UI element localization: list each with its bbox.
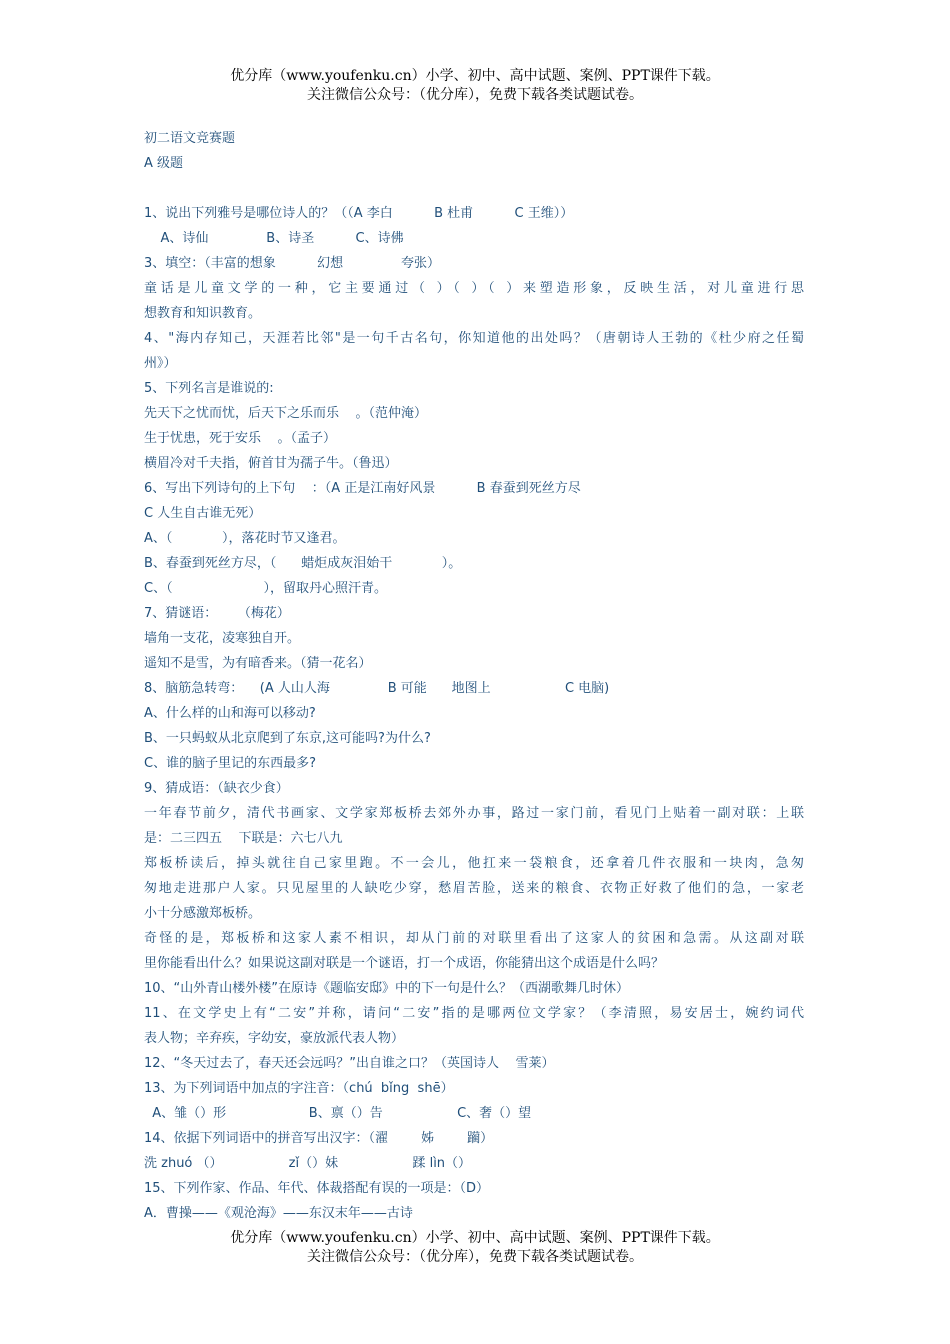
question-5: 5、下列名言是谁说的: [144,381,274,396]
question-9-paragraph-1-line-2: 是：二三四五 下联是：六七八九 [144,831,343,846]
question-11-line-1: 11、在文学史上有“二安”并称，请问“二安”指的是哪两位文学家？（李清照，易安居士，婉约词代 [144,1006,804,1021]
question-9-paragraph-2-line-2: 匆地走进那户人家。只见屋里的人缺吃少穿，愁眉苦脸，送来的粮食、衣物正好救了他们的急，一家老 [144,881,804,896]
level-heading: A 级题 [144,156,184,171]
question-13-options: A、雏（）形 B、禀（）告 C、奢（）望 [144,1106,532,1121]
document-title: 初二语文竞赛题 [144,131,236,146]
page-footer [0,1229,950,1267]
question-7-riddle-line-2: 遥知不是雪，为有暗香来。（猜一花名） [144,656,372,671]
question-6: 6、写出下列诗句的上下句 ：（A 正是江南好风景 B 春蚕到死丝方尽 [144,481,581,496]
question-3: 3、填空：（丰富的想象 幻想 夸张） [144,256,440,271]
question-4-line-1: 4、"海内存知己，天涯若比邻"是一句千古名句，你知道他的出处吗？（唐朝诗人王勃的《杜少府之任蜀 [144,331,804,346]
question-1: 1、说出下列雅号是哪位诗人的？（（A 李白 B 杜甫 C 王维）） [144,206,574,221]
question-6-item-a: A、（ ），落花时节又逢君。 [144,531,346,546]
blank-line [144,176,804,201]
question-9-paragraph-2-line-1: 郑板桥读后，掉头就往自己家里跑。不一会儿，他扛来一袋粮食，还拿着几件衣服和一块肉，急匆 [144,856,804,871]
question-8: 8、脑筋急转弯： (A 人山人海 B 可能 地图上 C 电脑) [144,681,610,696]
question-12: 12、“冬天过去了，春天还会远吗？”出自谁之口？（英国诗人 雪莱） [144,1056,555,1071]
question-5-quote-c: 横眉冷对千夫指，俯首甘为孺子牛。（鲁迅） [144,456,398,471]
question-15: 15、下列作家、作品、年代、体裁搭配有误的一项是：（D） [144,1181,490,1196]
question-4-line-2: 州》） [144,356,177,371]
question-9: 9、猜成语：（缺衣少食） [144,781,289,796]
header-line-1: 优分库（www.youfenku.cn）小学、初中、高中试题、案例、PPT课件下载。 [230,68,720,84]
question-15-option-a: A．曹操——《观沧海》——东汉末年——古诗 [144,1206,413,1221]
question-8-item-c: C、谁的脑子里记的东西最多? [144,756,316,771]
question-8-item-a: A、什么样的山和海可以移动? [144,706,316,721]
question-14: 14、依据下列词语中的拼音写出汉字：（濯 姊 躏） [144,1131,494,1146]
question-3-text-line-2: 想教育和知识教育。 [144,306,262,321]
footer-line-2: 关注微信公众号：（优分库），免费下载各类试题试卷。 [307,1249,643,1265]
question-10: 10、“山外青山楼外楼”在原诗《题临安邸》中的下一句是什么？（西湖歌舞几时休） [144,981,630,996]
question-3-text-line-1: 童话是儿童文学的一种，它主要通过（ ）（ ）（ ）来塑造形象，反映生活，对儿童进行思 [144,281,804,296]
question-9-paragraph-1-line-1: 一年春节前夕，清代书画家、文学家郑板桥去郊外办事，路过一家门前，看见门上贴着一副对联：上联 [144,806,804,821]
question-14-options: 洗 zhuó （） zǐ（）妹 蹂 lìn（） [144,1156,472,1171]
question-9-paragraph-3-line-1: 奇怪的是，郑板桥和这家人素不相识，却从门前的对联里看出了这家人的贫困和急需。从这副对联 [144,931,804,946]
question-7: 7、猜谜语： （梅花） [144,606,290,621]
question-6-item-c: C、（ ），留取丹心照汗青。 [144,581,387,596]
question-7-riddle-line-1: 墙角一支花，凌寒独自开。 [144,631,301,646]
question-5-quote-b: 生于忧患，死于安乐 。（孟子） [144,431,337,446]
question-5-quote-a: 先天下之忧而忧，后天下之乐而乐 。（范仲淹） [144,406,428,421]
header-line-2: 关注微信公众号：（优分库），免费下载各类试题试卷。 [307,87,643,103]
question-9-paragraph-2-line-3: 小十分感激郑板桥。 [144,906,262,921]
question-11-line-2: 表人物；辛弃疾，字幼安，豪放派代表人物） [144,1031,405,1046]
question-6-answer-c: C 人生自古谁无死） [144,506,262,521]
question-9-paragraph-3-line-2: 里你能看出什么？如果说这副对联是一个谜语，打一个成语，你能猜出这个成语是什么吗？ [144,956,665,971]
question-8-item-b: B、一只蚂蚁从北京爬到了东京,这可能吗?为什么? [144,731,431,746]
page-header [0,67,950,105]
question-13: 13、为下列词语中加点的字注音：（chú bǐng shē） [144,1081,454,1096]
footer-line-1: 优分库（www.youfenku.cn）小学、初中、高中试题、案例、PPT课件下载。 [230,1230,720,1246]
question-1-options: A、诗仙 B、诗圣 C、诗佛 [144,231,404,246]
document-body [144,126,804,1226]
question-6-item-b: B、春蚕到死丝方尽，（ 蜡炬成灰泪始干 ）。 [144,556,462,571]
